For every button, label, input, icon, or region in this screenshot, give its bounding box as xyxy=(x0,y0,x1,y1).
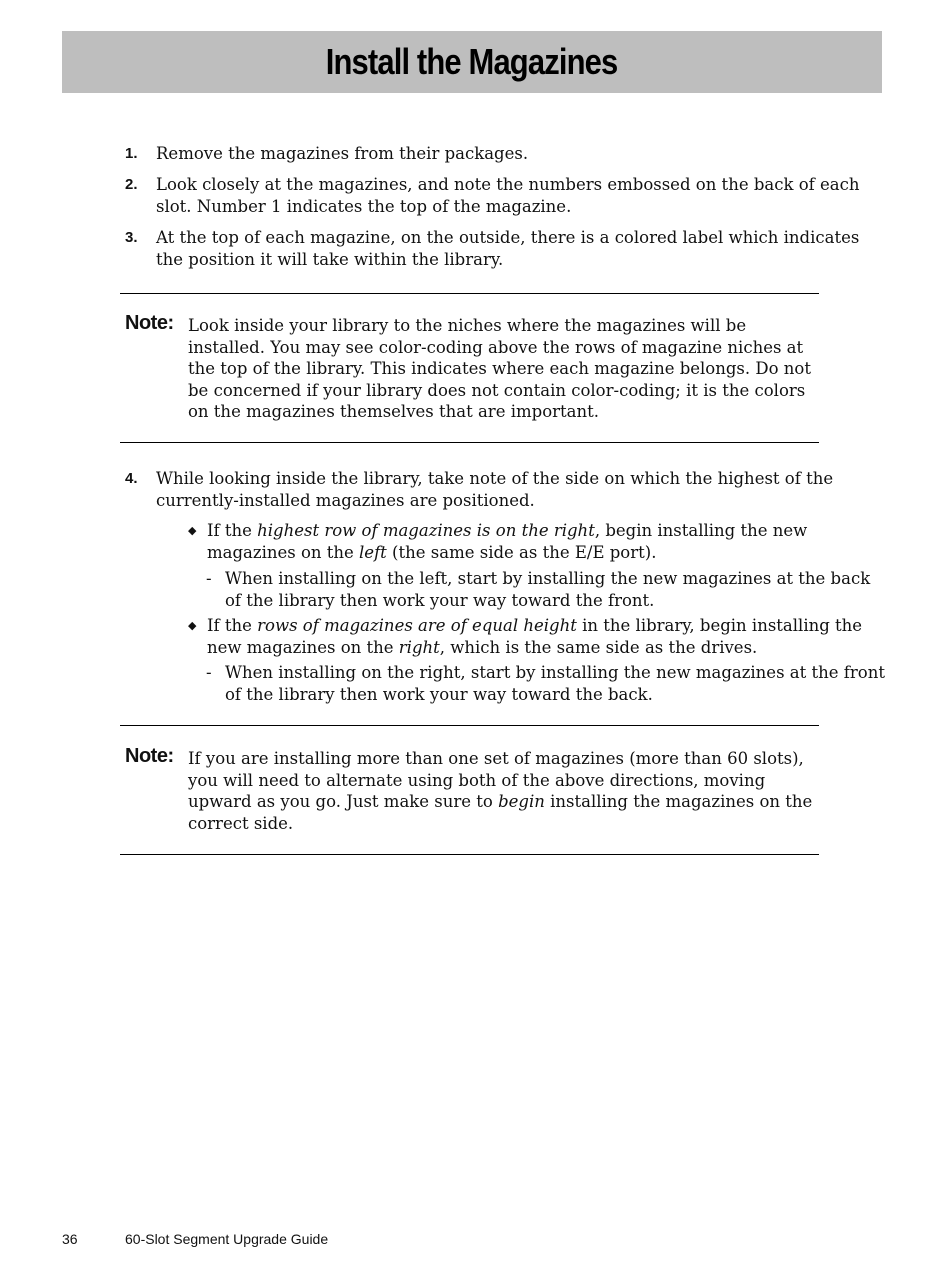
step-text: While looking inside the library, take note of the side on which the highest of the currently-installed magazines are positioned. xyxy=(156,469,834,510)
bullet-item-1 xyxy=(188,520,888,563)
sub-item-text: When installing on the left, start by installing the new magazines at the back of the library then work your way toward the front. xyxy=(225,569,871,610)
step-text: Look closely at the magazines, and note the numbers embossed on the back of each slot. Number 1 indicates the top of the magazine. xyxy=(156,175,860,216)
step-text: Remove the magazines from their packages. xyxy=(156,144,529,163)
step-number: 2. xyxy=(125,176,138,193)
note-text: If you are installing more than one set of magazines (more than 60 slots), you will need to alternate using both of the above directions, moving upward as you go. Just make sure to begin installing the magazines on the correct side. xyxy=(188,749,813,833)
diamond-bullet-icon: ◆ xyxy=(188,524,197,537)
diamond-bullet-icon: ◆ xyxy=(188,619,197,632)
note-divider-bottom xyxy=(120,854,819,855)
step-number: 3. xyxy=(125,229,138,246)
sub-item-1 xyxy=(206,568,886,611)
bullet-text: If the highest row of magazines is on the right, begin installing the new magazines on the left (the same side as the E/E port). xyxy=(207,521,808,562)
footer-guide-title: 60-Slot Segment Upgrade Guide xyxy=(125,1231,329,1247)
page-number: 36 xyxy=(62,1231,78,1247)
sub-item-2 xyxy=(206,662,886,705)
note-box-1 xyxy=(125,312,825,423)
step-1 xyxy=(125,143,885,165)
note-divider-top xyxy=(120,725,819,726)
title-banner xyxy=(62,31,882,93)
step-text: At the top of each magazine, on the outside, there is a colored label which indicates the position it will take within the library. xyxy=(156,228,860,269)
sub-item-text: When installing on the right, start by installing the new magazines at the front of the library then work your way toward the back. xyxy=(225,663,885,704)
note-divider-bottom xyxy=(120,442,819,443)
note-box-2 xyxy=(125,745,825,834)
dash-marker: - xyxy=(206,663,212,682)
note-text: Look inside your library to the niches where the magazines will be installed. You may see color-coding above the rows of magazine niches at the top of the library. This indicates where each magazine belongs. Do not be concerned if your library does not contain color-coding; it is the colors on the magazines themselves that are important. xyxy=(188,316,811,421)
page-title: Install the Magazines xyxy=(326,41,618,82)
note-label: Note: xyxy=(125,312,174,334)
bullet-text: If the rows of magazines are of equal height in the library, begin installing the new magazines on the right, which is the same side as the drives. xyxy=(207,616,863,657)
bullet-item-2 xyxy=(188,615,888,658)
step-number: 1. xyxy=(125,145,138,162)
step-2 xyxy=(125,174,885,217)
note-divider-top xyxy=(120,293,819,294)
dash-marker: - xyxy=(206,569,212,588)
note-label: Note: xyxy=(125,745,174,767)
step-number: 4. xyxy=(125,470,138,487)
step-3 xyxy=(125,227,885,270)
step-4 xyxy=(125,468,885,511)
